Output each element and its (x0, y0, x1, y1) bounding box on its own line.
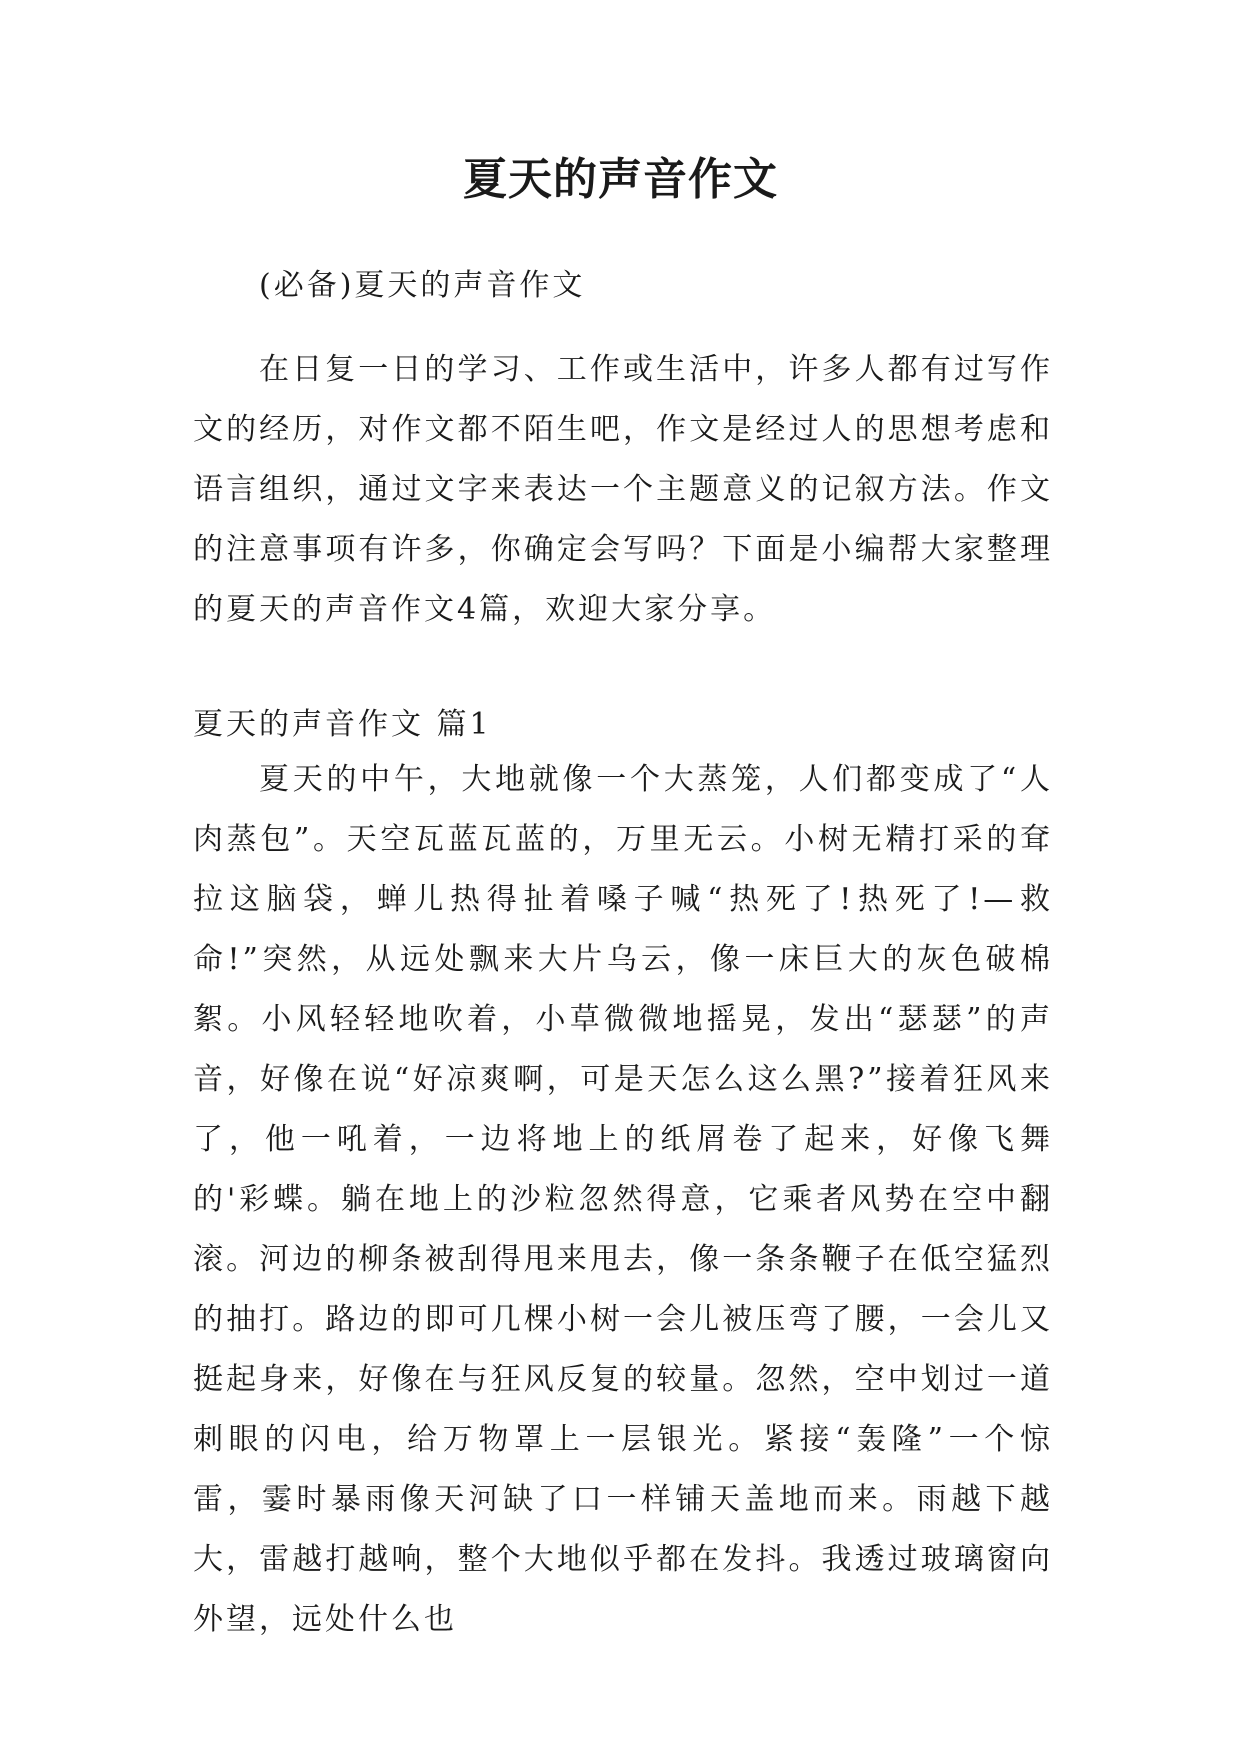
document-title: 夏天的声音作文 (463, 154, 778, 205)
intro-paragraph: 在日复一日的学习、工作或生活中，许多人都有过写作文的经历，对作文都不陌生吧，作文是经过人的思想考虑和语言组织，通过文字来表达一个主题意义的记叙方法。作文的注意事项有许多，你确定会写吗？下面是小编帮大家整理的夏天的声音作文4篇，欢迎大家分享。 (193, 352, 1053, 627)
document-subtitle: (必备)夏天的声音作文 (259, 268, 586, 303)
section-heading: 夏天的声音作文 篇1 (193, 707, 492, 742)
section-paragraph: 夏天的中午，大地就像一个大蒸笼，人们都变成了“人肉蒸包”。天空瓦蓝瓦蓝的，万里无云。小树无精打采的耷拉这脑袋，蝉儿热得扯着嗓子喊“热死了!热死了!—救命!”突然，从远处飘来大片乌云，像一床巨大的灰色破棉絮。小风轻轻地吹着，小草微微地摇晃，发出“瑟瑟”的声音，好像在说“好凉爽啊，可是天怎么这么黑?”接着狂风来了，他一吼着，一边将地上的纸屑卷了起来，好像飞舞的'彩蝶。躺在地上的沙粒忽然得意，它乘者风势在空中翻滚。河边的柳条被刮得甩来甩去，像一条条鞭子在低空猛烈的抽打。路边的即可几棵小树一会儿被压弯了腰，一会儿又挺起身来，好像在与狂风反复的较量。忽然，空中划过一道刺眼的闪电，给万物罩上一层银光。紧接“轰隆”一个惊雷，霎时暴雨像天河缺了口一样铺天盖地而来。雨越下越大，雷越打越响，整个大地似乎都在发抖。我透过玻璃窗向外望，远处什么也 (193, 762, 1053, 1637)
